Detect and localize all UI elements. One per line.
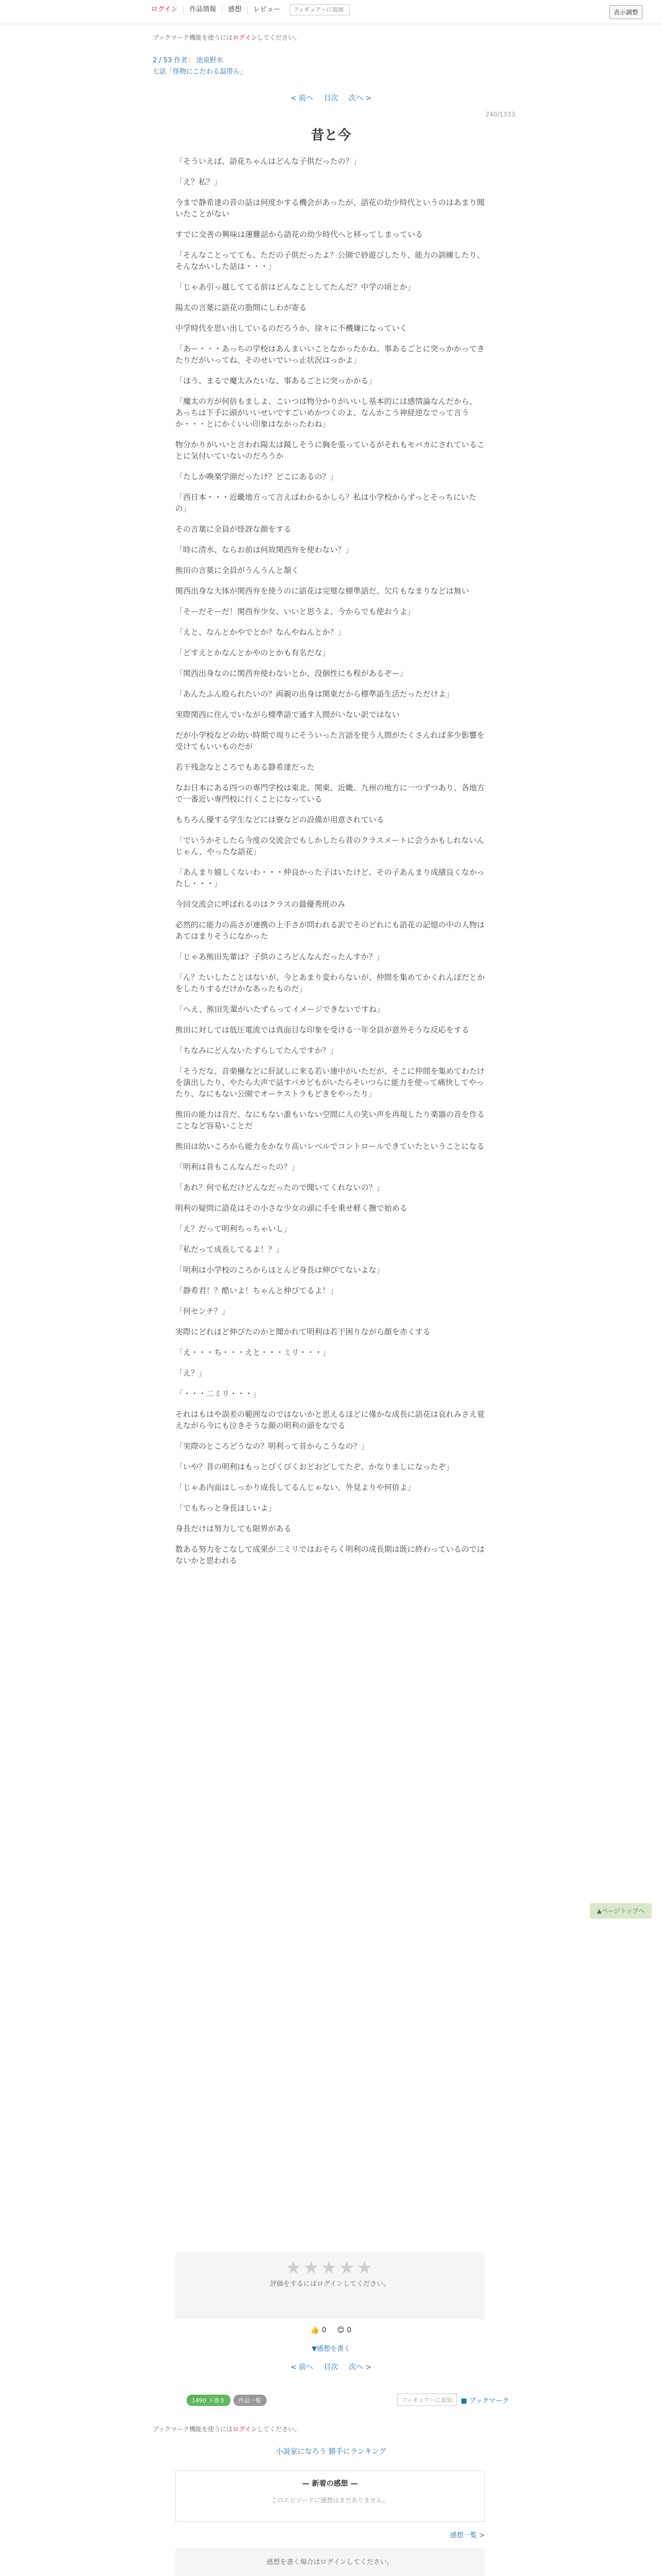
story-paragraph: 「西日本・・・近畿地方って言えばわかるかしら？私は小学校からずっとそっちにいたの」	[175, 493, 477, 513]
notice-login-link-bottom[interactable]: ログイン	[233, 2426, 257, 2433]
story-paragraph: 身長だけは努力しても限界がある	[175, 1524, 292, 1533]
favorite-area	[397, 2394, 509, 2406]
all-impressions-link[interactable]: 感想一覧 >	[450, 2532, 485, 2539]
login-to-write-box: 感想を書く場合はログインしてください。	[175, 2548, 485, 2576]
new-impressions-box	[175, 2470, 485, 2522]
tag-bar	[187, 2395, 267, 2406]
reactions	[0, 2326, 662, 2334]
story-paragraph: だが小学校などの幼い時期で周りにそういった言語を使う人間がたくさんれば多少影響を受けてもいいものだが	[175, 731, 485, 751]
story-paragraph: 「そーだそーだ！関西弁少女、いいと思うよ、今からでも使おうよ」	[175, 607, 415, 616]
story-paragraph: 「でいうかそしたら今度の交流会でもしかしたら昔のクラスメートに会うかもしれないんじゃん、やったな語花」	[175, 836, 485, 856]
story-paragraph: それはもはや誤差の範囲なのではないかと思えるほどに僅かな成長に語花は哀れみさえ覚えながら今にも泣きそうな顔の明利の頭をなでる	[175, 1410, 485, 1430]
story-paragraph: 「ほう、まるで魔太みたいな、事あるごとに突っかかる」	[175, 376, 376, 385]
page-counter: 240/1333	[485, 111, 515, 118]
story-paragraph: 「あんたふん殴られたいの？両親の出身は関東だから標準語生活だっただけよ」	[175, 689, 454, 699]
display-settings-button[interactable]: 表示調整	[609, 5, 642, 19]
story-paragraph: 「魔太の方が何倍もましよ、こいつは物分かりがいいし基本的には感情論なんだから、あっちは下手に頭がいいせいですごいめかつくのよ、なんかこう神経逆なでって言うか・・・とにかくいい印象はなかったわね」	[175, 397, 477, 429]
tag-gray[interactable]: 作品一覧	[234, 2395, 267, 2406]
story-paragraph: 物分かりがいいと言われ陽太は鏡しそうに胸を張っているがそれもモバカにされていることに気付いていないのだろうか	[175, 440, 485, 461]
bookmark-notice-bottom: ブックマーク機能を使うにはログインしてください。	[153, 2426, 301, 2433]
story-paragraph: 「明利は小学校のころからほとんど身長は伸びてないよな」	[175, 1265, 385, 1275]
story-body	[175, 156, 485, 1575]
nav-login[interactable]: ログイン	[145, 6, 184, 14]
story-paragraph: 「え？だって明利ちっちゃいし」	[175, 1224, 292, 1233]
story-paragraph: 「あんまり嬉しくないわ・・・仲良かった子はいたけど、その子あんまり成績良くなかったし・・・」	[175, 868, 485, 888]
laugh-button[interactable]: 😊 0	[337, 2326, 352, 2334]
story-paragraph: 「じゃあ引っ越しててる前はどんなことしてたんだ？中学の頃とか」	[175, 282, 416, 292]
story-paragraph: すでに交善の興味は運難話から語花の幼少時代へと移ってしまっている	[175, 230, 423, 239]
rating-message: 評価をするにはログインしてください。	[270, 2280, 390, 2288]
story-paragraph: 実際関西に住んでいながら標準語で通す人間がいない訳ではない	[175, 710, 400, 719]
story-paragraph: 「でもちっと身長ほしいよ」	[175, 1503, 276, 1513]
story-paragraph: その言葉に全員が怪訝な顔をする	[175, 524, 292, 534]
story-paragraph: 「え・・・ち・・・えと・・・ミリ・・・」	[175, 1348, 330, 1357]
story-paragraph: 「あー・・・あっちの学校はあんまいいことなかったかね、事あるごとに突っかかってきたりだがいってね、そのせいでいっ止状況はっかよ」	[175, 344, 485, 365]
story-paragraph: 「何センチ？」	[175, 1307, 230, 1316]
story-paragraph: 「じゃあ内面はしっかり成長してるんじゃない、外見よりや何倍よ」	[175, 1483, 416, 1492]
notice-login-link[interactable]: ログイン	[233, 34, 257, 41]
new-impressions-empty: このエピソードに感想はまだありません。	[271, 2497, 389, 2504]
story-paragraph: 中学時代を思い出しているのだろうか、徐々に不機嫌になっていく	[175, 324, 408, 333]
story-paragraph: 「へえ、熊田先輩がいたずらってイメージできないですね」	[175, 1005, 385, 1014]
story-paragraph: 「そういえば、語花ちゃんはどんな子供だったの？」	[175, 157, 361, 166]
story-paragraph: 「明利は昔もこんなんだったの？」	[175, 1162, 300, 1172]
index-link-bottom[interactable]: 目次	[324, 2363, 338, 2371]
new-impressions-heading: — 新着の感想 —	[302, 2480, 358, 2488]
story-paragraph: 「そんなことってても、ただの子供だったよ？公園で砂遊びしたり、能力の訓練したり、そんなかいした話は・・・」	[175, 250, 485, 271]
story-paragraph: 今まで静希達の昔の話は何度かする機会があったが、語花の幼少時代というのはあまり聞いたことがない	[175, 198, 485, 218]
nav-review[interactable]: レビュー	[253, 6, 280, 13]
story-paragraph: 「静希君！？酷いよ！ちゃんと伸びてるよ！」	[175, 1286, 338, 1295]
tag-green[interactable]: 1490 下書き	[187, 2395, 230, 2406]
write-impression-link[interactable]: ▼感想を書く	[311, 2345, 351, 2353]
story-paragraph: 熊田の能力は音だ、なにもない誰もいない空間に人の笑い声を再現したり楽器の音を作ることなど容易いことだ	[175, 1110, 485, 1130]
nav-items	[145, 4, 350, 15]
episode-title: 昔と今	[310, 128, 351, 143]
story-paragraph: 「え？私？」	[175, 177, 222, 187]
top-navigation	[0, 0, 662, 24]
story-paragraph: 「あれ？何で私だけどんなだったので聞いてくれないの？」	[175, 1183, 385, 1192]
story-paragraph: 「そうだな、音楽柵などに肝試しに来る若い連中がいただが、そこに仲間を集めてわたけを演出したり、やたら大声で話すパカどもがいたらそいつらに能力を使って痛快してやったり、なにもない公園でオーケストラもどきをやったり」	[175, 1066, 485, 1098]
story-paragraph: 「・・・二ミリ・・・」	[175, 1389, 261, 1398]
index-link[interactable]: 目次	[324, 94, 338, 103]
story-paragraph: 陽太の言葉に語花の脂間にしわが寄る	[175, 303, 307, 312]
story-paragraph: 「じゃあ熊田先輩は？子供のころどんなんだったんすか？」	[175, 952, 385, 961]
story-paragraph: もちろん優する学生などには寮などの設備が用意されている	[175, 815, 385, 824]
story-paragraph: 熊田は幼いころから能力をかなり高いレベルでコントロールできていたということになる	[175, 1142, 485, 1151]
like-button[interactable]: 👍 0	[310, 2326, 327, 2334]
pager-top	[0, 93, 662, 103]
story-paragraph: なお日本にある四つの専門学校は東北、関東、近畿、九州の地方に一つずつあり、各地方で一番近い専門校に行くことになっている	[175, 783, 485, 804]
rating-stars[interactable]: ★★★★★	[285, 2258, 375, 2278]
story-paragraph: 「ちなみにどんないたずらしてたんですか？」	[175, 1046, 338, 1055]
story-paragraph: 「えと、なんとかやでとか？なんやねんとか？」	[175, 628, 346, 637]
story-paragraph: 「時に清水、ならお前は何故関西弁を使わない？」	[175, 545, 354, 554]
nav-impressions[interactable]: 感想	[222, 6, 247, 14]
rating-box	[175, 2252, 485, 2319]
ranking-link[interactable]: 小説家になろう 勝手にランキング	[275, 2448, 387, 2456]
chapter-info[interactable]: 2 / 53 作者： 池泉野水	[153, 57, 223, 64]
story-paragraph: 関西出身な大体が関西弁を使うのに語花は完璧な標準語だ、欠片もなまりなどは無い	[175, 586, 470, 596]
story-paragraph: 若干残念なところでもある静希達だった	[175, 762, 315, 772]
nav-works[interactable]: 作品情報	[184, 6, 222, 14]
favorite-input[interactable]	[290, 4, 350, 15]
prev-link[interactable]: < 前へ	[290, 94, 313, 103]
story-paragraph: 実際にどれほど伸びたのかと聞かれて明利は若干困りながら顔を赤くする	[175, 1327, 431, 1336]
story-paragraph: 「ん？たいしたことはないが、今とあまり変わらないが、仲間を集めてかくれんぼだとかをしたりするだけかなあったものだ」	[175, 973, 485, 993]
next-link-bottom[interactable]: 次へ >	[349, 2363, 372, 2371]
story-paragraph: 「どすえとかなんとかやのとかも有名だな」	[175, 648, 330, 657]
story-paragraph: 必然的に能力の高さが連携の上手さが問われる訳でそのどれにも語花の記憶の中の人物はあてはまりそうになかった	[175, 920, 485, 941]
prev-link-bottom[interactable]: < 前へ	[290, 2363, 313, 2371]
favorite-add-box[interactable]: フィギュアーに追加	[397, 2394, 457, 2406]
story-paragraph: 「私だって成長してるよ！？」	[175, 1245, 284, 1254]
story-paragraph: 「え？」	[175, 1368, 207, 1378]
story-paragraph: 明利の疑問に語花はその小さな少女の頭に手を乗せ軽く撫で始める	[175, 1204, 408, 1213]
bookmark-button[interactable]: ■ ブックマーク	[460, 2397, 509, 2405]
next-link[interactable]: 次へ >	[349, 94, 372, 103]
story-paragraph: 「いや？昔の明利はもっとびくびくおどおどしてたぞ、かなりましになったぞ」	[175, 1462, 454, 1471]
story-paragraph: 「関西出身なのに関西弁使わないとか、没個性にも程があるぞー」	[175, 669, 408, 678]
page-top-button[interactable]: ▲ページトップへ	[590, 1903, 652, 1919]
pager-bottom	[0, 2362, 662, 2372]
story-paragraph: 熊田の言葉に全員がうんうんと頷く	[175, 566, 300, 575]
bookmark-notice: ブックマーク機能を使うにはログインしてください。	[153, 34, 301, 41]
story-paragraph: 今回交流会に呼ばれるのはクラスの最優秀班のみ	[175, 900, 345, 909]
story-paragraph: 「実際のところどうなの？明利って昔からこうなの？」	[175, 1442, 369, 1451]
story-paragraph: 「たしか喚楽学園だったけ？どこにあるの？」	[175, 472, 338, 481]
story-paragraph: 熊田に対しては低圧電流では真面目な印象を受ける一年全員が意外そうな反応をする	[175, 1025, 470, 1035]
sub-title[interactable]: 七話「怪物にこだわる温帯ら」	[153, 68, 247, 76]
story-paragraph: 数ある努力をこなして成果が二ミリではおそらく明利の成長期は既に終わっているのではないかと思われる	[175, 1545, 485, 1565]
